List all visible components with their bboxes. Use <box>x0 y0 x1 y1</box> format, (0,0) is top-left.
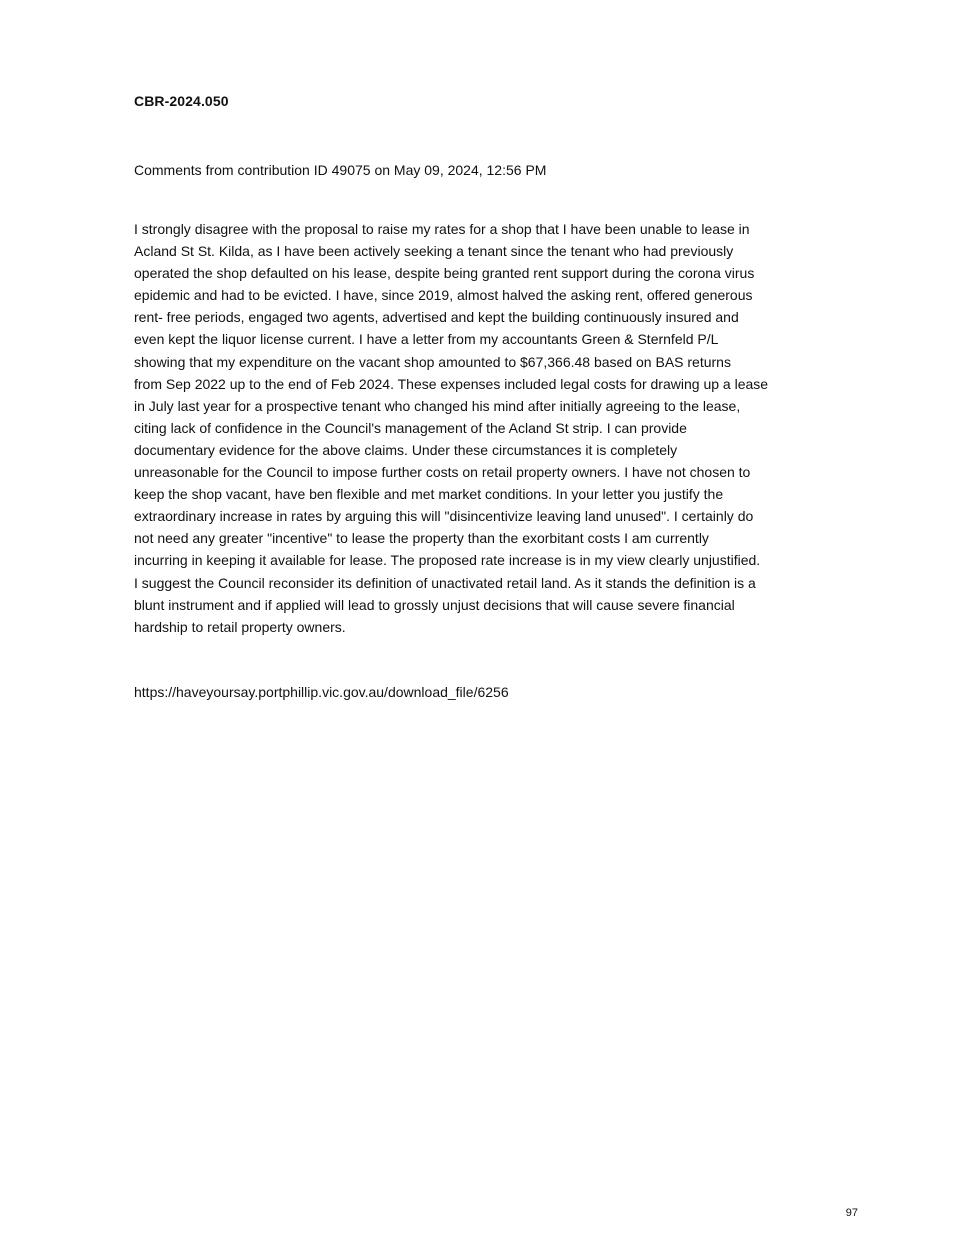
body-line: Acland St St. Kilda, as I have been actively seeking a tenant since the tenant who had previously <box>134 243 734 260</box>
body-line: even kept the liquor license current. I have a letter from my accountants Green & Sternfeld P/L <box>134 331 719 348</box>
body-line: epidemic and had to be evicted. I have, since 2019, almost halved the asking rent, offered generous <box>134 287 753 304</box>
body-line: citing lack of confidence in the Council's management of the Acland St strip. I can provide <box>134 419 687 436</box>
body-line: not need any greater "incentive" to lease the property than the exorbitant costs I am currently <box>134 530 709 547</box>
body-line: keep the shop vacant, have ben flexible and met market conditions. In your letter you justify the <box>134 486 724 503</box>
contribution-header: Comments from contribution ID 49075 on May 09, 2024, 12:56 PM <box>134 162 547 178</box>
body-line: from Sep 2022 up to the end of Feb 2024. These expenses included legal costs for drawing up a lease <box>134 375 769 392</box>
body-line: extraordinary increase in rates by arguing this will "disincentivize leaving land unused". I certainly do <box>134 508 754 525</box>
body-line: hardship to retail property owners. <box>134 618 346 635</box>
body-line: I strongly disagree with the proposal to raise my rates for a shop that I have been unable to lease in <box>134 221 750 237</box>
body-line: I suggest the Council reconsider its definition of unactivated retail land. As it stands the definition is a <box>134 574 756 591</box>
body-line: documentary evidence for the above claims. Under these circumstances it is completely <box>134 441 678 458</box>
body-line: operated the shop defaulted on his lease, despite being granted rent support during the corona virus <box>134 265 755 282</box>
body-line: blunt instrument and if applied will lead to grossly unjust decisions that will cause severe financial <box>134 596 735 613</box>
body-line: showing that my expenditure on the vacant shop amounted to $67,366.48 based on BAS returns <box>134 353 731 370</box>
body-line: incurring in keeping it available for lease. The proposed rate increase is in my view clearly unjustified. <box>134 552 761 569</box>
reference-id: CBR-2024.050 <box>134 93 229 109</box>
page-number: 97 <box>845 1207 858 1219</box>
comment-body <box>134 218 834 638</box>
body-line: unreasonable for the Council to impose further costs on retail property owners. I have not chosen to <box>134 464 751 481</box>
body-line: in July last year for a prospective tenant who changed his mind after initially agreeing to the lease, <box>134 397 741 414</box>
download-link[interactable]: https://haveyoursay.portphillip.vic.gov.au/download_file/6256 <box>134 684 509 700</box>
body-line: rent- free periods, engaged two agents, advertised and kept the building continuously insured and <box>134 309 739 326</box>
